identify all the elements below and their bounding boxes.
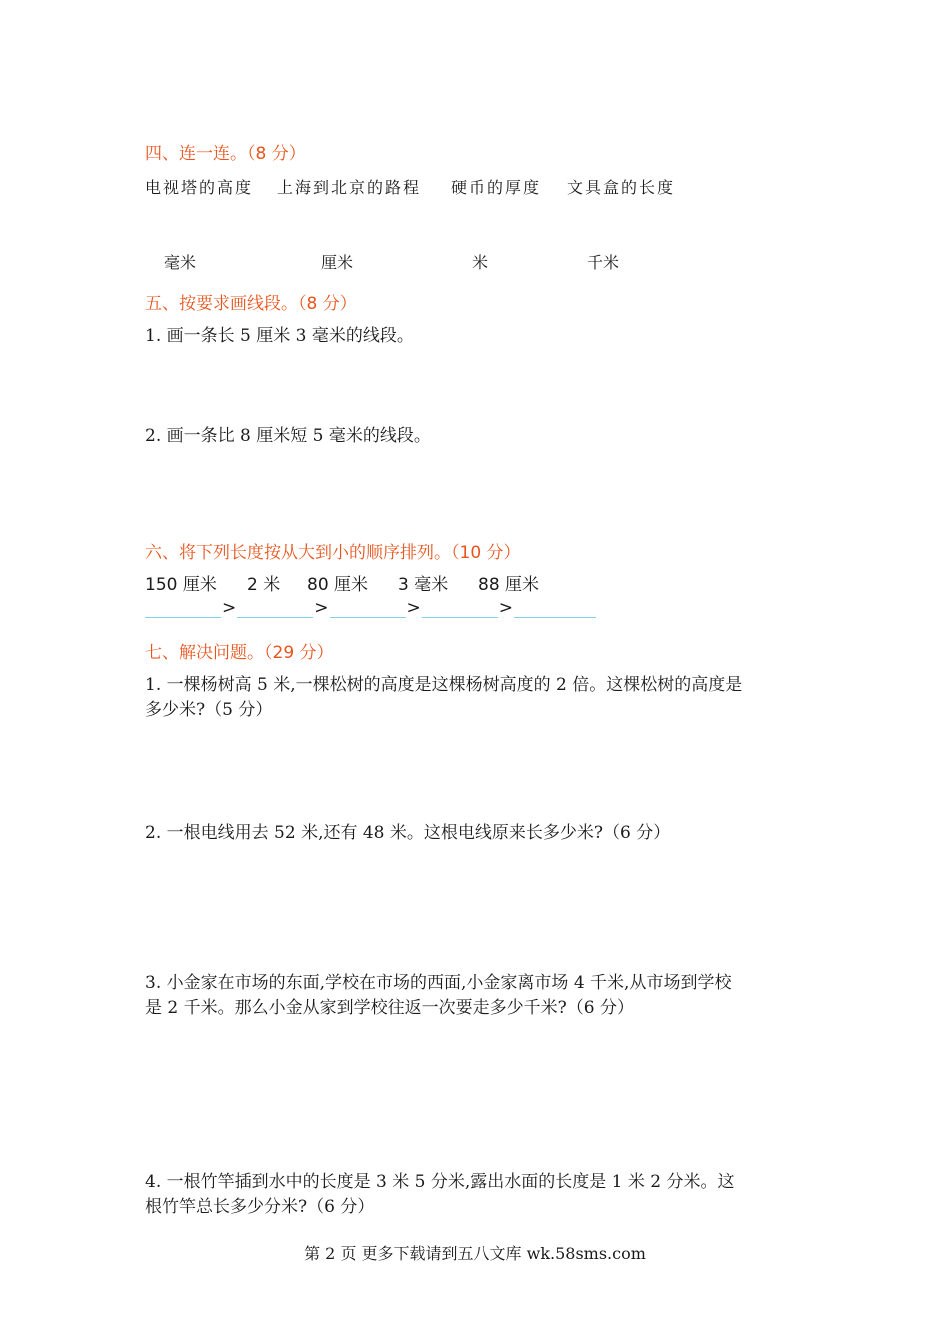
greater-than-4: >: [498, 598, 513, 618]
answer-blank-3[interactable]: [330, 599, 406, 618]
greater-than-3: >: [406, 598, 421, 618]
section7-question-4-line2: 根竹竿总长多少分米?（6 分）: [145, 1197, 375, 1217]
section6-heading: 六、将下列长度按从大到小的顺序排列。（10 分）: [145, 543, 521, 563]
section5-question-1: 1. 画一条长 5 厘米 3 毫米的线段。: [145, 326, 414, 346]
page-footer: 第 2 页 更多下载请到五八文库 wk.58sms.com: [304, 1244, 646, 1263]
section7-question-1-line1: 1. 一棵杨树高 5 米,一棵松树的高度是这棵杨树高度的 2 倍。这棵松树的高度是: [145, 675, 743, 695]
section6-length-3mm: 3 毫米: [398, 575, 449, 595]
section7-question-1-line2: 多少米?（5 分）: [145, 700, 273, 720]
answer-blank-5[interactable]: [514, 599, 596, 618]
section7-question-4-line1: 4. 一根竹竿插到水中的长度是 3 米 5 分米,露出水面的长度是 1 米 2 分米。这: [145, 1172, 735, 1192]
section4-item-coin: 硬币的厚度: [451, 178, 542, 197]
section6-length-2m: 2 米: [247, 575, 281, 595]
unit-meter: 米: [472, 253, 489, 272]
section7-question-2: 2. 一根电线用去 52 米,还有 48 米。这根电线原来长多少米?（6 分）: [145, 823, 671, 843]
section7-question-3-line1: 3. 小金家在市场的东面,学校在市场的西面,小金家离市场 4 千米,从市场到学校: [145, 973, 732, 993]
greater-than-2: >: [314, 598, 329, 618]
section6-length-80cm: 80 厘米: [307, 575, 369, 595]
section5-question-2: 2. 画一条比 8 厘米短 5 毫米的线段。: [145, 426, 431, 446]
unit-centimeter: 厘米: [321, 253, 354, 272]
unit-kilometer: 千米: [587, 253, 620, 272]
section5-heading: 五、按要求画线段。（8 分）: [145, 294, 357, 314]
section6-length-150cm: 150 厘米: [145, 575, 217, 595]
greater-than-1: >: [222, 598, 237, 618]
answer-blank-4[interactable]: [422, 599, 498, 618]
ordering-answer-row: [145, 598, 596, 618]
unit-millimeter: 毫米: [164, 253, 197, 272]
answer-blank-1[interactable]: [145, 599, 221, 618]
section4-item-shanghai-beijing: 上海到北京的路程: [277, 178, 422, 197]
section7-heading: 七、解决问题。（29 分）: [145, 643, 334, 663]
section6-length-88cm: 88 厘米: [478, 575, 540, 595]
answer-blank-2[interactable]: [237, 599, 313, 618]
section7-question-3-line2: 是 2 千米。那么小金从家到学校往返一次要走多少千米?（6 分）: [145, 998, 634, 1018]
section4-item-tv-tower: 电视塔的高度: [145, 178, 254, 197]
section4-item-pencil-box: 文具盒的长度: [567, 178, 676, 197]
section4-heading: 四、连一连。（8 分）: [145, 144, 306, 164]
